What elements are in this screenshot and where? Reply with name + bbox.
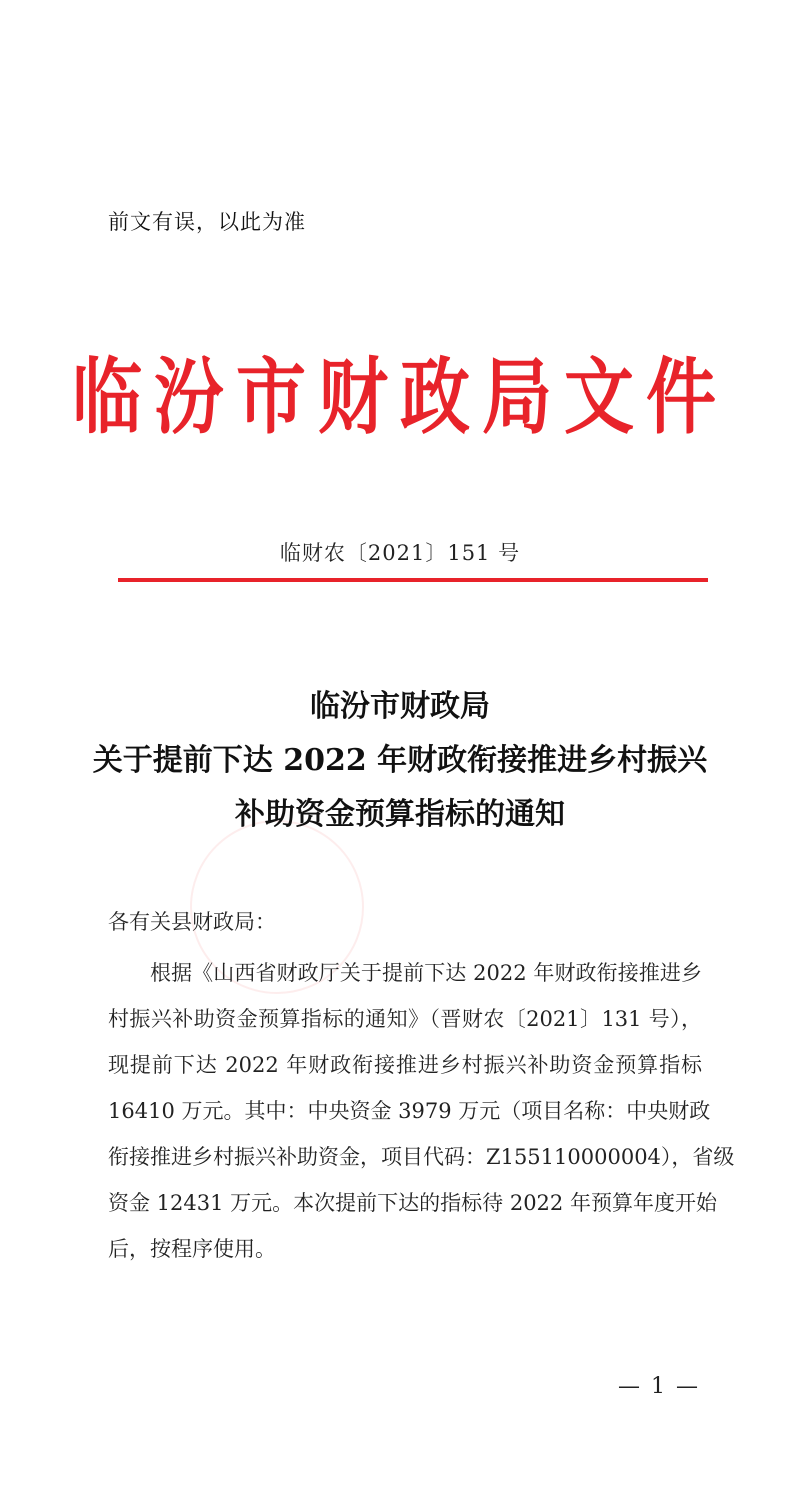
body-line: 16410 万元。其中：中央资金 3979 万元（项目名称：中央财政 <box>108 1099 711 1123</box>
red-masthead: 临汾市财政局文件 <box>72 347 728 446</box>
body-line: 村振兴补助资金预算指标的通知》（晋财农〔2021〕131 号）， <box>108 1007 702 1031</box>
body-line: 根据《山西省财政厅关于提前下达 2022 年财政衔接推进乡 <box>150 961 702 985</box>
salutation: 各有关县财政局： <box>108 910 276 934</box>
document-number: 临财农〔2021〕151 号 <box>279 541 521 565</box>
title-line-subject-cont: 补助资金预算指标的通知 <box>235 797 565 832</box>
title-line-subject: 关于提前下达 2022 年财政衔接推进乡村振兴 <box>92 743 708 778</box>
red-divider <box>118 578 708 582</box>
body-paragraph <box>108 950 735 1272</box>
page-number: — 1 — <box>618 1374 700 1399</box>
body-line: 资金 12431 万元。本次提前下达的指标待 2022 年预算年度开始 <box>108 1191 717 1215</box>
body-line: 衔接推进乡村振兴补助资金，项目代码：Z155110000004），省级 <box>108 1145 735 1169</box>
body-line: 现提前下达 2022 年财政衔接推进乡村振兴补助资金预算指标 <box>108 1053 702 1077</box>
correction-note: 前文有误，以此为准 <box>108 210 306 234</box>
body-line: 后，按程序使用。 <box>108 1237 276 1261</box>
document-title <box>0 680 800 842</box>
title-line-issuer: 临汾市财政局 <box>310 689 490 724</box>
